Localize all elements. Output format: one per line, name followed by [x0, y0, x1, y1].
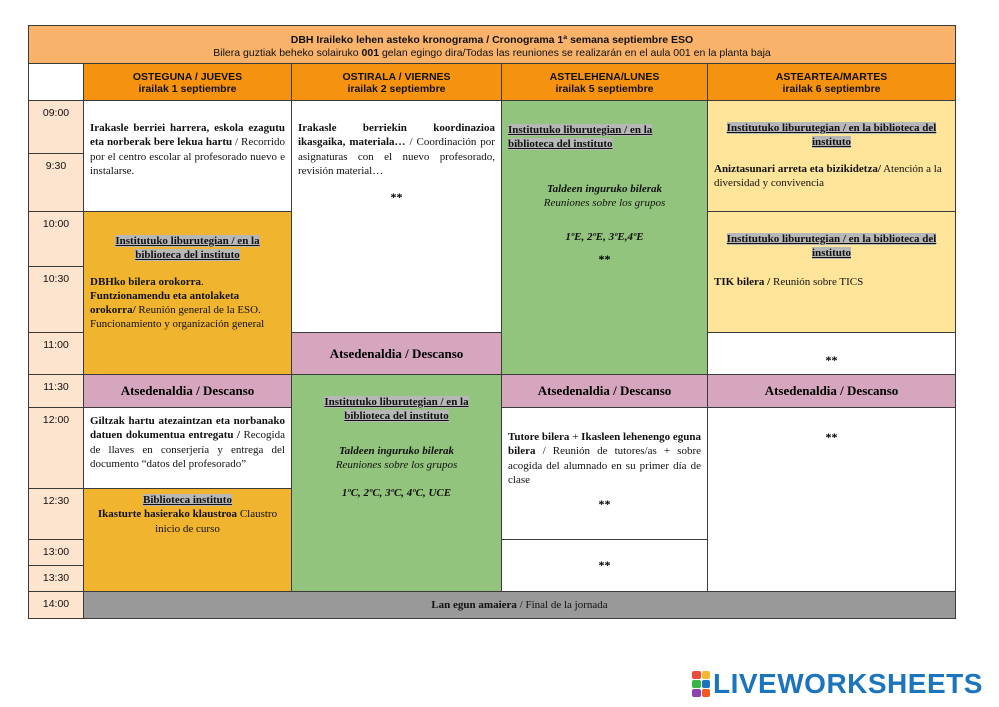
schedule-title: DBH Iraileko lehen asteko kronograma / Cronograma 1ª semana septiembre ESO: [290, 34, 694, 46]
library-location: Institutuko liburutegian / en la biblioteca del instituto: [726, 122, 937, 149]
day-date: irailak 5 septiembre: [555, 83, 654, 95]
tic-text: TIK bilera / Reunión sobre TICS: [714, 275, 864, 288]
time-slot: 13:00: [28, 539, 84, 566]
library-location: Institutuko liburutegian / en la biblioteca del instituto: [115, 235, 260, 262]
stars-marker: **: [825, 430, 838, 444]
end-of-day-row: [83, 591, 956, 619]
break-label: Atsedenaldia / Descanso: [764, 383, 899, 398]
day-date: irailak 2 septiembre: [347, 83, 446, 95]
diversity-text: Aniztasunari arreta eta bizikidetza/ Atención a la diversidad y convivencia: [714, 162, 942, 189]
time-slot: 10:30: [28, 266, 84, 333]
room-number: 001: [361, 47, 380, 59]
tuesday-tic-block: [707, 211, 956, 333]
time-slot: 10:00: [28, 211, 84, 267]
day-header-tuesday: [707, 63, 956, 101]
liveworksheets-logo: [692, 668, 983, 700]
library-location: Institutuko liburutegian / en la biblioteca del instituto: [324, 396, 469, 423]
schedule-table: [28, 25, 956, 619]
groups-eu: Taldeen inguruko bilerak: [546, 182, 663, 195]
stars-marker: **: [598, 497, 611, 512]
time-slot: 14:00: [28, 591, 84, 619]
monday-tutor-block: [501, 407, 708, 540]
friday-break: [291, 332, 502, 375]
time-slot: 09:00: [28, 100, 84, 154]
welcome-text: Irakasle berriei harrera, eskola ezagutu eta norberak bere lekua hartu / Recorrido por el centro escolar al profesorado nuevo e instalarse.: [90, 122, 285, 177]
tuesday-break: [707, 374, 956, 408]
tuesday-empty-block: [707, 332, 956, 375]
day-header-monday: [501, 63, 708, 101]
friday-coordination-block: [291, 100, 502, 333]
break-label: Atsedenaldia / Descanso: [537, 383, 672, 398]
stars-marker: **: [825, 353, 838, 367]
thursday-break: [83, 374, 292, 408]
tutor-text: Tutore bilera + Ikasleen lehenengo eguna bilera / Reunión de tutores/as + sobre acogida del alumnado en su primer día de clase: [508, 431, 701, 486]
thursday-cloister-block: [83, 488, 292, 592]
cloister-text: Ikasturte hasierako klaustroa Claustro inicio de curso: [97, 508, 278, 535]
day-name: OSTEGUNA / JUEVES: [132, 71, 243, 83]
thursday-welcome-block: [83, 100, 292, 212]
thursday-general-meeting-block: [83, 211, 292, 375]
day-date: irailak 1 septiembre: [138, 83, 237, 95]
monday-empty-block: [501, 539, 708, 592]
time-slot: 11:30: [28, 374, 84, 408]
groups-list: 1ºE, 2ºE, 3ºE,4ºE: [565, 231, 644, 244]
time-slot: 11:00: [28, 332, 84, 375]
day-name: ASTEARTEA/MARTES: [775, 71, 888, 83]
friday-groups-block: [291, 374, 502, 592]
time-slot: 13:30: [28, 565, 84, 592]
break-label: Atsedenaldia / Descanso: [120, 383, 255, 398]
schedule-subtitle: [29, 47, 955, 59]
keys-text: Giltzak hartu atezaintzan eta norbanako datuen dokumentua entregatu / Recogida de llaves en conserjería y entrega del documento “datos del profesorado”: [90, 415, 285, 470]
tuesday-afternoon-block: [707, 407, 956, 592]
day-date: irailak 6 septiembre: [782, 83, 881, 95]
time-slot: 9:30: [28, 153, 84, 212]
library-location: Institutuko liburutegian / en la biblioteca del instituto: [508, 124, 653, 151]
groups-es: Reuniones sobre los grupos: [335, 458, 458, 471]
stars-marker: **: [598, 558, 611, 572]
time-slot: 12:30: [28, 488, 84, 540]
coordination-text: Irakasle berriekin koordinazioa ikasgaika, materiala… / Coordinación por asignaturas con el nuevo profesorado, revisión material…: [298, 122, 495, 177]
monday-break: [501, 374, 708, 408]
day-header-thursday: [83, 63, 292, 101]
subtitle-text: Bilera guztiak beheko solairuko: [213, 47, 362, 59]
stars-marker: **: [598, 252, 611, 267]
day-name: OSTIRALA / VIERNES: [342, 71, 451, 83]
logo-icon: [692, 671, 710, 697]
break-label: Atsedenaldia / Descanso: [329, 345, 464, 361]
stars-marker: **: [390, 190, 403, 205]
thursday-keys-block: [83, 407, 292, 489]
day-name: ASTELEHENA/LUNES: [549, 71, 660, 83]
groups-eu: Taldeen inguruko bilerak: [338, 444, 455, 457]
general-meeting-text: DBHko bilera orokorra. Funtzionamendu eta antolaketa orokorra/ Reunión general de la ESO. Funcionamiento y organización general: [90, 275, 265, 331]
end-of-day-text: Lan egun amaiera / Final de la jornada: [431, 598, 608, 611]
subtitle-text-end: gelan egingo dira/Todas las reuniones se realizarán en el aula 001 en la planta baja: [379, 47, 771, 59]
groups-es: Reuniones sobre los grupos: [543, 196, 666, 209]
time-slot: 12:00: [28, 407, 84, 489]
logo-text: LIVEWORKSHEETS: [713, 668, 983, 699]
day-header-friday: [291, 63, 502, 101]
corner-cell: [28, 63, 84, 101]
library2-location: Institutuko liburutegian / en la biblioteca del instituto: [726, 233, 937, 260]
groups-list: 1ºC, 2ºC, 3ºC, 4ºC, UCE: [341, 487, 452, 500]
monday-groups-block: [501, 100, 708, 375]
library2-location: Biblioteca instituto: [143, 494, 232, 506]
tuesday-diversity-block: [707, 100, 956, 212]
schedule-header: [28, 25, 956, 64]
